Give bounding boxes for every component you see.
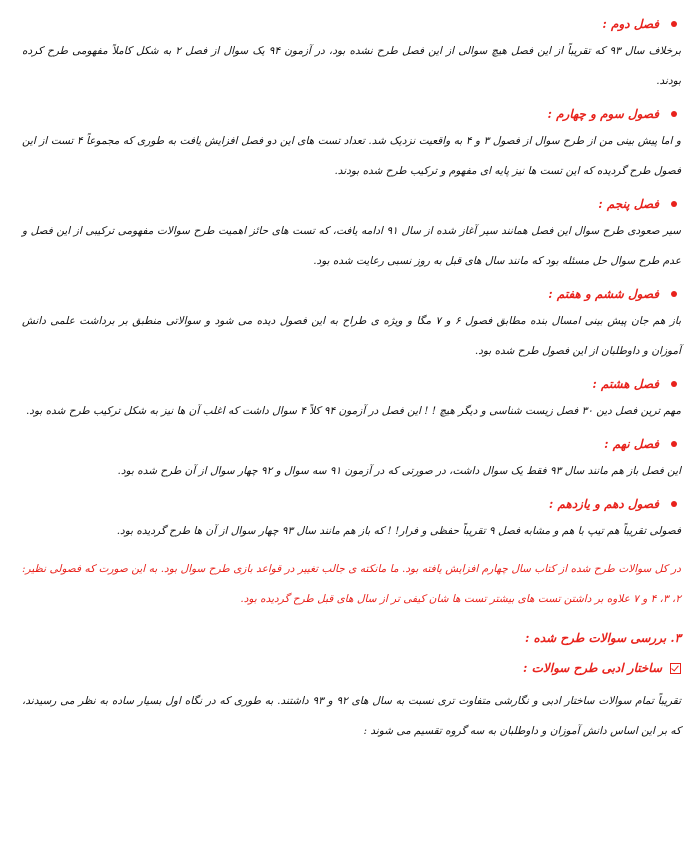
section-paragraph: فصولی تقریباً هم تیپ با هم و مشابه فصل ۹ تقریباً حفظی و فرار! ! که باز هم مانند سال ۹۳ چهار سوال از آن ها طرح گردیده بود. [116, 525, 681, 537]
summary-paragraph: در کل سوالات طرح شده از کتاب سال چهارم افزایش یافته بود. ما مانکته ی جالب تغییر در قواعد بازی طرح سوال بود. به این صورت که فصولی نظیر: ۲، ۳، ۴ و ۷ علاوه بر داشتن تست های بیشتر تست ها شان کیفی تر از سال های قبل طرح گردیده بود. [22, 563, 681, 605]
section-paragraph: باز هم جان پیش بینی امسال بنده مطابق فصول ۶ و ۷ مگا و ویژه ی طراح به این فصول دیده می شود و سوالاتی منطبق بر برداشت علمی دانش آموزان و داوطلبان از این فصول طرح شده بود. [22, 315, 681, 357]
section-paragraph: برخلاف سال ۹۳ که تقریباً از این فصل هیچ سوالی از این فصل طرح نشده بود، در آزمون ۹۴ یک سوال از فصل ۲ به شکل کاملاً مفهومی طرح کرده بودند. [22, 45, 681, 87]
section-heading: فصول سوم و چهارم : [22, 104, 659, 124]
section-paragraph: سیر صعودی طرح سوال این فصل همانند سیر آغاز شده از سال ۹۱ ادامه یافت، که تست های حائز اهمیت طرح سوالات مفهومی ترکیبی از این فصل و عدم طرح سوال حل مسئله بود که مانند سال های قبل به روز نسبی رعایت شده بود. [22, 225, 681, 267]
review-heading: ۳. بررسی سوالات طرح شده : [524, 631, 681, 645]
section-heading: فصول دهم و یازدهم : [22, 494, 659, 514]
section-heading: فصل نهم : [22, 434, 659, 454]
section-paragraph: این فصل باز هم مانند سال ۹۳ فقط یک سوال داشت، در صورتی که در آزمون ۹۱ سه سوال و ۹۲ چهار سوال از آن طرح شده بود. [117, 465, 681, 477]
section-heading: فصل پنجم : [22, 194, 659, 214]
section-heading: فصل هشتم : [22, 374, 659, 394]
section-heading: فصول ششم و هفتم : [22, 284, 659, 304]
section-paragraph: مهم ترین فصل دین ۳۰ فصل زیست شناسی و دیگر هیچ ! ! این فصل در آزمون ۹۴ کلاً ۴ سوال داشت که اغلب آن ها نیز به شکل ترکیب طرح شده بود. [25, 405, 681, 417]
final-paragraph: تقریباً تمام سوالات ساختار ادبی و نگارشی متفاوت تری نسبت به سال های ۹۲ و ۹۳ داشتند. به طوری که در نگاه اول بسیار ساده به نظر می رسیدند، که بر این اساس دانش آموزان و داوطلبان به سه گروه تقسیم می شوند : [22, 695, 682, 737]
structure-heading-label: ساختار ادبی طرح سوالات : [522, 661, 662, 675]
structure-heading [22, 658, 681, 678]
section-heading: فصل دوم : [22, 14, 659, 34]
checkbox-icon [670, 663, 681, 674]
section-paragraph: و اما پیش بینی من از طرح سوال از فصول ۳ و ۴ به واقعیت نزدیک شد. تعداد تست های این دو فصل افزایش یافت به طوری که مجموعاً ۴ تست از این فصول طرح گردیده که این تست ها نیز پایه ای مفهوم و ترکیب طرح شده بودند. [22, 135, 681, 177]
